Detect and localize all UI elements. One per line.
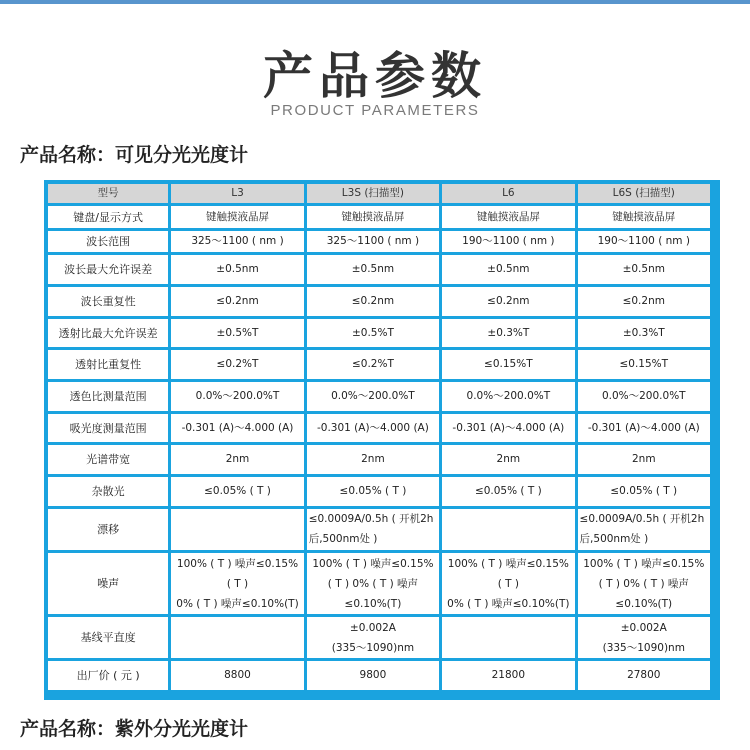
table-cell: ≤0.2%T [307, 350, 439, 379]
row-label: 波长范围 [48, 231, 168, 253]
table-cell: -0.301 (A)～4.000 (A) [171, 414, 303, 443]
table-row [48, 231, 710, 253]
cell-line: ≤0.10%(T) [344, 597, 402, 610]
table-cell: ≤0.2nm [442, 287, 574, 316]
header-cell-model: 型号 [48, 184, 168, 203]
table-cell: ≤0.15%T [578, 350, 710, 379]
table-row [48, 350, 710, 379]
row-label: 透射比重复性 [48, 350, 168, 379]
table-cell: ≤0.05% ( T ) [307, 477, 439, 506]
table-cell: ≤0.05% ( T ) [171, 477, 303, 506]
cell-line: 100% ( T ) 噪声≤0.15% [583, 557, 705, 570]
header-cell-l3: L3 [171, 184, 303, 203]
cell-line: ( T ) [497, 577, 519, 590]
row-label: 出厂价 ( 元 ) [48, 661, 168, 690]
table-cell: 190～1100 ( nm ) [442, 231, 574, 253]
table-cell [307, 553, 439, 614]
row-label: 噪声 [48, 553, 168, 614]
table-row [48, 445, 710, 474]
table-cell: ±0.5%T [171, 319, 303, 348]
table-row [48, 509, 710, 550]
table-cell: ≤0.05% ( T ) [578, 477, 710, 506]
table-cell: ±0.5nm [442, 255, 574, 284]
table-cell: 键触摸液晶屏 [442, 206, 574, 228]
table-cell: 8800 [171, 661, 303, 690]
product-name-uv: 产品名称：紫外分光光度计 [20, 718, 249, 740]
cell-line: 0% ( T ) 噪声≤0.10%(T) [176, 597, 299, 610]
table-cell: 键触摸液晶屏 [307, 206, 439, 228]
table-cell: 0.0%～200.0%T [442, 382, 574, 411]
table-cell: ≤0.2nm [578, 287, 710, 316]
table-cell [307, 509, 439, 550]
table-cell: 2nm [307, 445, 439, 474]
row-label: 光谱带宽 [48, 445, 168, 474]
table-header-row [48, 184, 710, 203]
row-label: 键盘/显示方式 [48, 206, 168, 228]
table-row [48, 319, 710, 348]
table-cell [442, 509, 574, 550]
table-row [48, 255, 710, 284]
table-cell: 2nm [442, 445, 574, 474]
table-cell: 0.0%～200.0%T [307, 382, 439, 411]
table-cell: 键触摸液晶屏 [171, 206, 303, 228]
cell-line: (335～1090)nm [331, 641, 415, 654]
row-label: 基线平直度 [48, 617, 168, 658]
product-name-visible: 产品名称：可见分光光度计 [20, 144, 249, 166]
table-cell: 0.0%～200.0%T [171, 382, 303, 411]
table-row [48, 287, 710, 316]
table-cell: ≤0.05% ( T ) [442, 477, 574, 506]
table-cell [171, 509, 303, 550]
table-cell: 2nm [578, 445, 710, 474]
table-cell [578, 509, 710, 550]
table-cell: -0.301 (A)～4.000 (A) [307, 414, 439, 443]
table-cell: ±0.5nm [307, 255, 439, 284]
table-cell: ≤0.2nm [171, 287, 303, 316]
table-row [48, 477, 710, 506]
table-cell: -0.301 (A)～4.000 (A) [442, 414, 574, 443]
cell-line: ±0.002A [349, 621, 396, 634]
row-label: 漂移 [48, 509, 168, 550]
row-label: 波长最大允许误差 [48, 255, 168, 284]
header-cell-l6: L6 [442, 184, 574, 203]
table-cell: 27800 [578, 661, 710, 690]
table-cell: 190～1100 ( nm ) [578, 231, 710, 253]
table-cell: ≤0.2nm [307, 287, 439, 316]
page-title: 产品参数 [263, 47, 487, 105]
cell-line: 后,500nm处 ) [308, 533, 378, 546]
table-cell: ≤0.2%T [171, 350, 303, 379]
table-cell [578, 617, 710, 658]
table-cell [578, 553, 710, 614]
header-cell-l3s: L3S (扫描型) [307, 184, 439, 203]
row-label: 透射比最大允许误差 [48, 319, 168, 348]
table-cell [171, 553, 303, 614]
table-row [48, 661, 710, 690]
table-cell [442, 553, 574, 614]
cell-line: 0% ( T ) 噪声≤0.10%(T) [447, 597, 570, 610]
table-cell: 325～1100 ( nm ) [171, 231, 303, 253]
cell-line: 100% ( T ) 噪声≤0.15% [447, 557, 569, 570]
table-cell: 325～1100 ( nm ) [307, 231, 439, 253]
top-accent-line [0, 0, 750, 4]
cell-line: ≤0.10%(T) [615, 597, 673, 610]
cell-line: ( T ) [226, 577, 249, 590]
cell-line: ( T ) 0% ( T ) 噪声 [598, 577, 689, 590]
table-row [48, 382, 710, 411]
table-row [48, 617, 710, 658]
table-cell: ±0.3%T [442, 319, 574, 348]
cell-line: 后,500nm处 ) [579, 533, 649, 546]
table-row [48, 414, 710, 443]
table-cell: ±0.5%T [307, 319, 439, 348]
cell-line: 100% ( T ) 噪声≤0.15% [176, 557, 299, 570]
table-cell [307, 617, 439, 658]
table-cell [442, 617, 574, 658]
row-label: 透色比测量范围 [48, 382, 168, 411]
header-cell-l6s: L6S (扫描型) [578, 184, 710, 203]
table-cell: -0.301 (A)～4.000 (A) [578, 414, 710, 443]
cell-line: ( T ) 0% ( T ) 噪声 [327, 577, 419, 590]
table-row [48, 553, 710, 614]
table-cell: 0.0%～200.0%T [578, 382, 710, 411]
cell-line: ≤0.0009A/0.5h ( 开机2h [579, 513, 705, 526]
table-cell: ±0.3%T [578, 319, 710, 348]
table-cell: 键触摸液晶屏 [578, 206, 710, 228]
table-cell: ±0.5nm [578, 255, 710, 284]
table-cell: 2nm [171, 445, 303, 474]
table-cell: 9800 [307, 661, 439, 690]
cell-line: ±0.002A [620, 621, 667, 634]
page-subtitle: PRODUCT PARAMETERS [270, 102, 480, 119]
table-row [48, 206, 710, 228]
row-label: 杂散光 [48, 477, 168, 506]
row-label: 吸光度测量范围 [48, 414, 168, 443]
spec-table-frame [44, 180, 720, 700]
table-cell [171, 617, 303, 658]
cell-line: (335～1090)nm [602, 641, 685, 654]
table-cell: ≤0.15%T [442, 350, 574, 379]
spec-table [45, 181, 713, 693]
table-cell: ±0.5nm [171, 255, 303, 284]
row-label: 波长重复性 [48, 287, 168, 316]
cell-line: ≤0.0009A/0.5h ( 开机2h [308, 513, 434, 526]
cell-line: 100% ( T ) 噪声≤0.15% [312, 557, 434, 570]
table-cell: 21800 [442, 661, 574, 690]
